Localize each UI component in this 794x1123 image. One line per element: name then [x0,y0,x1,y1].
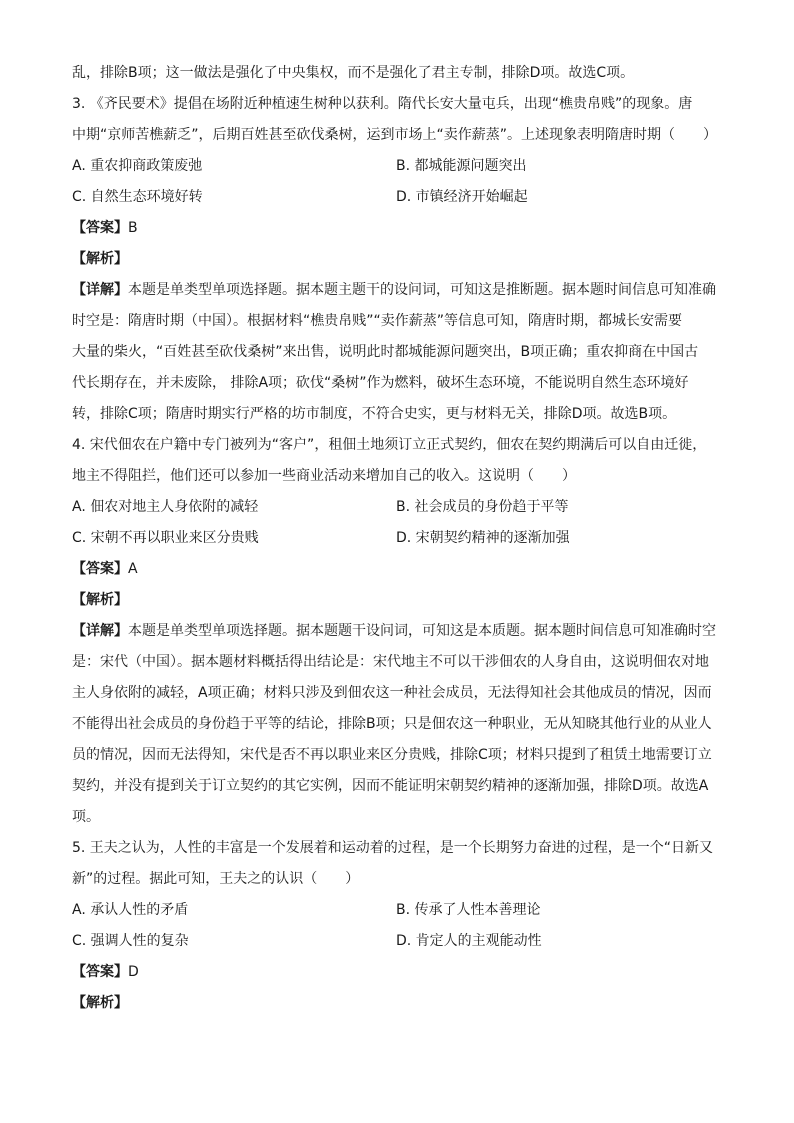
analysis-line [72,988,722,1019]
question-stem-line: 中期“京师苦樵薪乏”，后期百姓甚至砍伐桑树，运到市场上“卖作薪蒸”。上述现象表明隋唐时期（ ） [72,127,718,143]
analysis-line [72,244,722,275]
detail-line: 代长期存在，并未废除， 排除A项；砍伐“桑树”作为燃料，破坏生态环境，不能说明自然生态环境好 [72,375,689,391]
question-stem-line: 5. 王夫之认为，人性的丰富是一个发展着和运动着的过程，是一个长期努力奋进的过程，是一个“日新又 [72,840,714,856]
analysis-tag: 【解析】 [72,592,128,608]
options-row [72,523,722,554]
options-row [72,492,722,523]
option-c: C. 自然生态环境好转 [72,189,203,205]
answer-tag: 【答案】 [72,964,128,980]
option-b: B. 社会成员的身份趋于平等 [396,499,569,515]
question-3 [72,89,722,430]
detail-line: 契约，并没有提到关于订立契约的其它实例，因而不能证明宋朝契约精神的逐渐加强，排除D项。故选A [72,778,709,794]
options-row [72,182,722,213]
question-4 [72,430,722,833]
answer-value: B [128,220,138,236]
detail-line [72,616,722,647]
detail-tag: 【详解】 [72,623,128,639]
question-5 [72,833,722,1019]
option-b: B. 传承了人性本善理论 [396,902,541,918]
option-c: C. 宋朝不再以职业来区分贵贱 [72,530,259,546]
option-d: D. 市镇经济开始崛起 [396,189,528,205]
answer-tag: 【答案】 [72,220,128,236]
analysis-tag: 【解析】 [72,995,128,1011]
detail-line: 员的情况，因而无法得知，宋代是否不再以职业来区分贵贱，排除C项；材料只提到了租赁土地需要订立 [72,747,712,763]
detail-line: 时空是：隋唐时期（中国）。根据材料“樵贵帛贱”“卖作薪蒸”等信息可知，隋唐时期，都城长安需要 [72,313,683,329]
document-page [72,58,722,1019]
option-a: A. 承认人性的矛盾 [72,902,189,918]
option-a: A. 重农抑商政策废弛 [72,158,203,174]
detail-line: 项。 [72,809,100,825]
answer-line [72,213,722,244]
detail-line [72,275,722,306]
detail-text: 本题是单类型单项选择题。据本题主题干的设问词，可知这是推断题。据本题时间信息可知准确 [128,282,716,298]
option-c: C. 强调人性的复杂 [72,933,189,949]
options-row [72,895,722,926]
answer-value: A [128,561,138,577]
option-d: D. 肯定人的主观能动性 [396,933,542,949]
detail-text: 本题是单类型单项选择题。据本题题干设问词，可知这是本质题。据本题时间信息可知准确时空 [128,623,716,639]
question-stem-line: 3. 《齐民要术》提倡在场附近种植速生树种以获利。隋代长安大量屯兵，出现“樵贵帛贱”的现象。唐 [72,96,693,112]
intro-line: 乱，排除B项；这一做法是强化了中央集权，而不是强化了君主专制，排除D项。故选C项。 [72,65,635,81]
option-b: B. 都城能源问题突出 [396,158,527,174]
detail-line: 主人身依附的减轻，A项正确；材料只涉及到佃农这一种社会成员，无法得知社会其他成员的情况，因而 [72,685,712,701]
detail-line: 不能得出社会成员的身份趋于平等的结论，排除B项；只是佃农这一种职业，无从知晓其他行业的从业人 [72,716,712,732]
detail-tag: 【详解】 [72,282,128,298]
question-stem-line: 新”的过程。据此可知，王夫之的认识（ ） [72,871,360,887]
option-a: A. 佃农对地主人身依附的减轻 [72,499,259,515]
analysis-line [72,585,722,616]
analysis-tag: 【解析】 [72,251,128,267]
answer-value: D [128,964,139,980]
options-row [72,926,722,957]
answer-line [72,957,722,988]
option-d: D. 宋朝契约精神的逐渐加强 [396,530,570,546]
answer-tag: 【答案】 [72,561,128,577]
question-stem-line: 4. 宋代佃农在户籍中专门被列为“客户”，租佃土地须订立正式契约，佃农在契约期满后可以自由迁徙， [72,437,707,453]
detail-line: 大量的柴火，“百姓甚至砍伐桑树”来出售，说明此时都城能源问题突出，B项正确；重农抑商在中国古 [72,344,699,360]
answer-line [72,554,722,585]
detail-line: 转，排除C项；隋唐时期实行严格的坊市制度，不符合史实，更与材料无关，排除D项。故选B项。 [72,406,677,422]
detail-line: 是：宋代（中国）。据本题材料概括得出结论是：宋代地主不可以干涉佃农的人身自由，这说明佃农对地 [72,654,709,670]
options-row [72,151,722,182]
question-stem-line: 地主不得阻拦，他们还可以参加一些商业活动来增加自己的收入。这说明（ ） [72,468,576,484]
